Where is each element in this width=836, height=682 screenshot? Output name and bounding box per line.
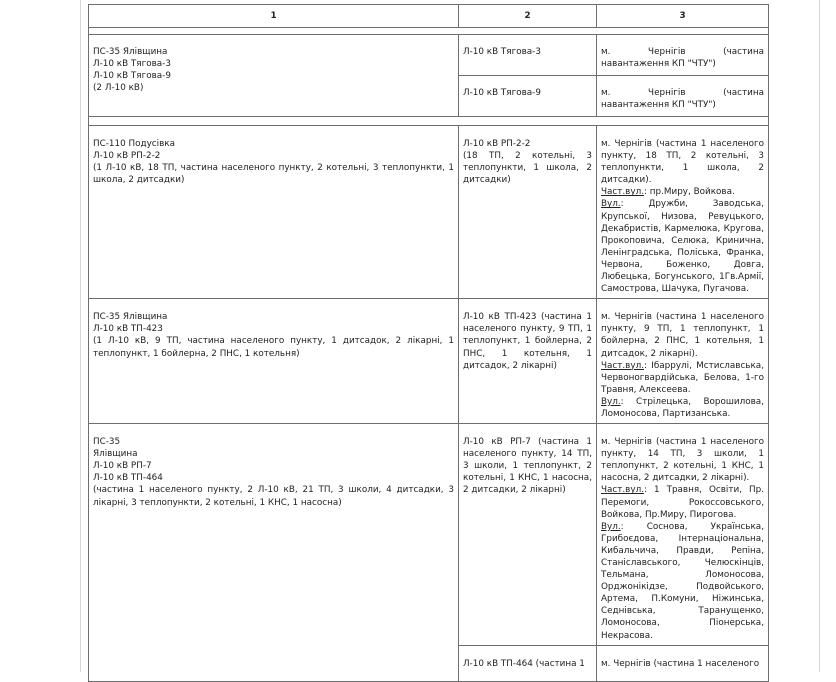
header-col-1: 1 — [89, 5, 459, 28]
feeder-cell: Л-10 кВ ТП-464 (частина 1 — [459, 645, 597, 681]
table-row — [89, 126, 769, 299]
feeder-cell: Л-10 кВ ТП-423 (частина 1 населеного пункту, 9 ТП, 1 теплопункт, 1 бойлерна, 2 ПНС, 1 котельня, 1 дитсадок, 2 лікарні) — [459, 299, 597, 424]
feeder-cell: Л-10 кВ РП-7 (частина 1 населеного пункту, 14 ТП, 3 школи, 1 теплопункт, 2 котельні, 1 КНС, 1 насосна, 2 дитсадки, 2 лікарні) — [459, 424, 597, 646]
spacer-row — [89, 28, 769, 35]
header-col-3: 3 — [597, 5, 769, 28]
consumer-cell: м. Чернігів (частина 1 населеного — [597, 645, 769, 681]
page-border-left — [80, 0, 81, 672]
source-cell: ПС-35 Ялівщина Л-10 кВ РП-7 Л-10 кВ ТП-464 (частина 1 населеного пункту, 2 Л-10 кВ, 21 ТП, 3 школи, 4 дитсадки, 3 лікарні, 3 теплопункти, 2 котельні, 1 КНС, 1 насосна) — [89, 424, 459, 682]
power-supply-table — [88, 4, 769, 682]
header-col-2: 2 — [459, 5, 597, 28]
page-border-right — [819, 0, 820, 672]
table-row — [89, 35, 769, 76]
consumer-cell: м. Чернігів (частина навантаження КП "ЧТУ") — [597, 76, 769, 117]
source-cell: ПС-110 Подусівка Л-10 кВ РП-2-2 (1 Л-10 кВ, 18 ТП, частина населеного пункту, 2 котельні, 3 теплопункти, 1 школа, 2 дитсадки) — [89, 126, 459, 299]
source-cell: ПС-35 Ялівщина Л-10 кВ Тягова-3 Л-10 кВ Тягова-9 (2 Л-10 кВ) — [89, 35, 459, 117]
spacer-row — [89, 117, 769, 126]
consumer-cell: м. Чернігів (частина навантаження КП "ЧТУ") — [597, 35, 769, 76]
consumer-cell: м. Чернігів (частина 1 населеного пункту, 14 ТП, 3 школи, 1 теплопункт, 2 котельні, 1 КНС, 1 насосна, 2 дитсадки, 2 лікарні). Част.вул.: 1 Травня, Освіти, Пр. Перемоги, Рокоссовського, Войкова, Пр.Миру, Пирогова. Вул.: Соснова, Українська, Грибоєдова, Інтернаціональна, Кибальчича, Правди, Репіна, Станіславського, Челюскінців, Тельмана, Ломоносова, Орджонікідзе, Подвойського, Артема, П.Комуни, Ніжинська, Седнівська, Таранущенко, Ломоносова, Піонерська, Некрасова. — [597, 424, 769, 646]
feeder-cell: Л-10 кВ Тягова-3 — [459, 35, 597, 76]
header-row — [89, 5, 769, 28]
feeder-cell: Л-10 кВ РП-2-2 (18 ТП, 2 котельні, 3 теплопункти, 1 школа, 2 дитсадки) — [459, 126, 597, 299]
consumer-cell: м. Чернігів (частина 1 населеного пункту, 18 ТП, 2 котельні, 3 теплопункти, 1 школа, 2 дитсадки). Част.вул.: пр.Миру, Войкова. Вул.: Дружби, Заводська, Крупської, Низова, Ревуцького, Декабристів, Кармелюка, Кругова, Прокоповича, Селюка, Кринична, Ленінградська, Поліська, Франка, Червона, Боженко, Довга, Любецька, Богунського, 1Гв.Армії, Самострова, Шачука, Пугачова. — [597, 126, 769, 299]
source-cell: ПС-35 Ялівщина Л-10 кВ ТП-423 (1 Л-10 кВ, 9 ТП, частина населеного пункту, 1 дитсадок, 2 лікарні, 1 теплопункт, 1 бойлерна, 2 ПНС, 1 котельня) — [89, 299, 459, 424]
consumer-cell: м. Чернігів (частина 1 населеного пункту, 9 ТП, 1 теплопункт, 1 бойлерна, 2 ПНС, 1 котельня, 1 дитсадок, 2 лікарні). Част.вул.: Ібаррулі, Мстиславська, Червоногвардійська, Белова, 1-го Травня, Алексеева. Вул.: Стрілецька, Ворошилова, Ломоносова, Партизанська. — [597, 299, 769, 424]
table-row — [89, 424, 769, 646]
table-row — [89, 299, 769, 424]
feeder-cell: Л-10 кВ Тягова-9 — [459, 76, 597, 117]
